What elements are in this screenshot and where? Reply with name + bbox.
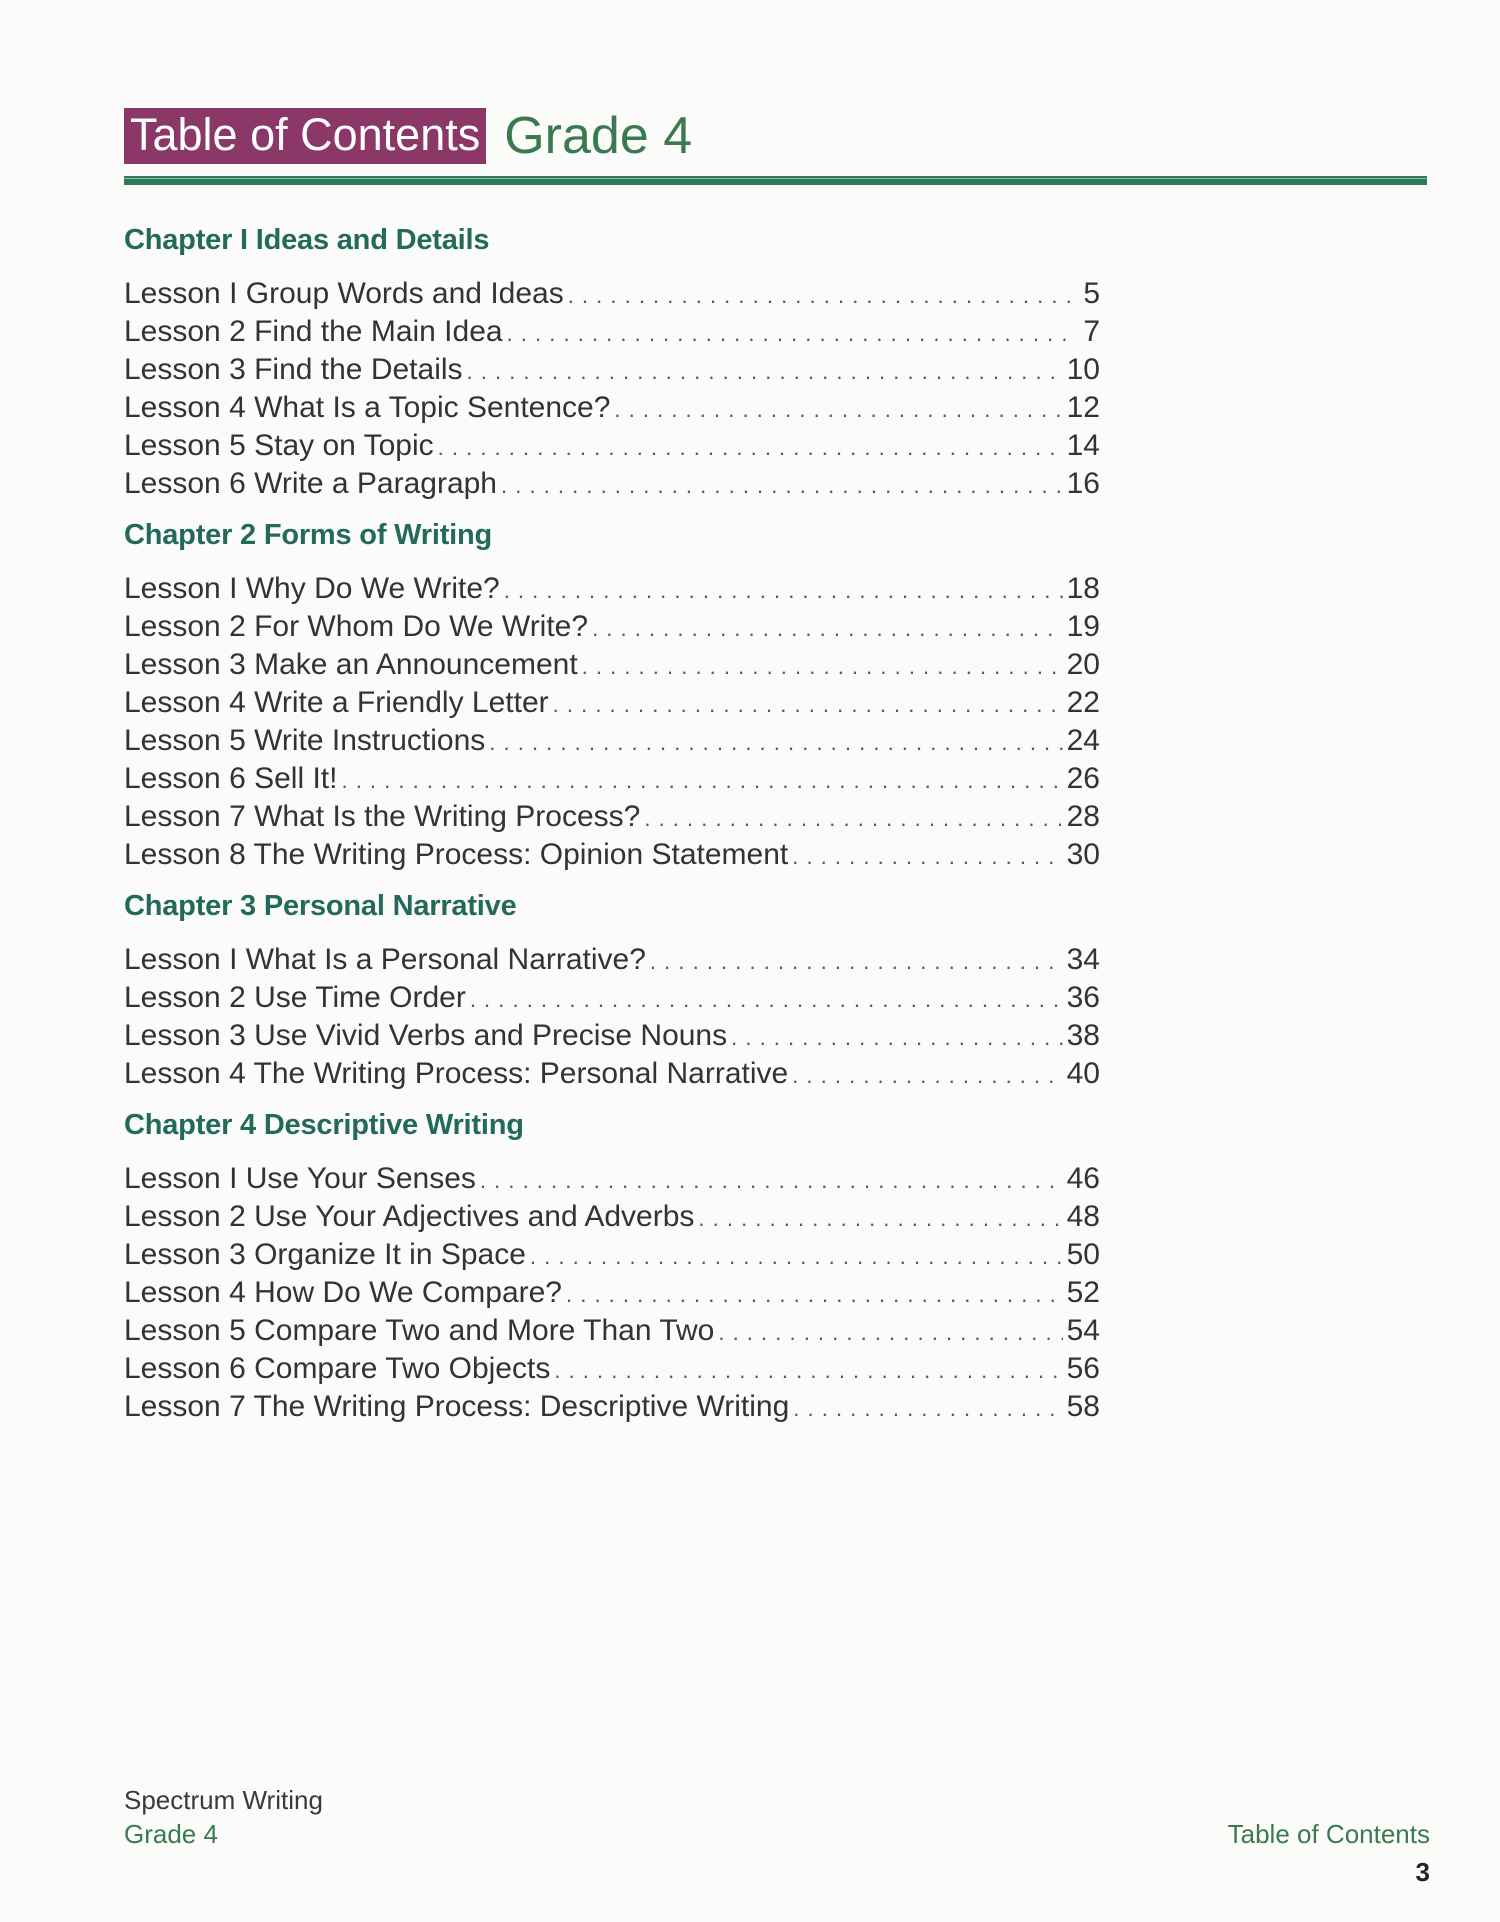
dot-leader	[644, 800, 1062, 838]
chapter-title: Chapter 3 Personal Narrative	[124, 890, 517, 922]
dot-leader	[501, 467, 1063, 505]
lesson-page-number: 5	[1083, 277, 1100, 310]
dot-leader	[792, 838, 1062, 876]
lesson-title: Lesson I Group Words and Ideas	[124, 277, 564, 310]
lesson-entry	[124, 389, 1100, 427]
footer-grade: Grade 4	[124, 1819, 218, 1849]
lesson-title: Lesson 5 Write Instructions	[124, 724, 486, 757]
lesson-entry	[124, 1055, 1100, 1093]
dot-leader	[438, 429, 1063, 467]
header-divider	[124, 176, 1427, 185]
dot-leader	[592, 610, 1063, 648]
lesson-title: Lesson I Use Your Senses	[124, 1162, 476, 1195]
lesson-page-number: 18	[1066, 572, 1100, 605]
lesson-entry	[124, 798, 1100, 836]
header	[124, 108, 692, 164]
dot-leader	[341, 762, 1062, 800]
lesson-page-number: 12	[1066, 391, 1100, 424]
dot-leader	[793, 1390, 1062, 1428]
dot-leader	[554, 1352, 1062, 1390]
lesson-page-number: 38	[1066, 1019, 1100, 1052]
lesson-page-number: 40	[1066, 1057, 1100, 1090]
lesson-entry	[124, 465, 1100, 503]
footer-left	[124, 1783, 323, 1851]
lesson-page-number: 20	[1066, 648, 1100, 681]
lesson-entry	[124, 1160, 1100, 1198]
dot-leader	[792, 1057, 1062, 1095]
lesson-entry	[124, 684, 1100, 722]
dot-leader	[566, 1276, 1063, 1314]
grade-heading: Grade 4	[504, 107, 693, 165]
lesson-title: Lesson 8 The Writing Process: Opinion Statement	[124, 838, 789, 871]
lesson-title: Lesson 5 Stay on Topic	[124, 429, 434, 462]
lesson-title: Lesson 7 The Writing Process: Descriptive Writing	[124, 1390, 790, 1423]
lesson-page-number: 28	[1066, 800, 1100, 833]
chapter-block	[124, 507, 1100, 878]
lesson-list	[124, 269, 1100, 507]
lesson-page-number: 14	[1066, 429, 1100, 462]
chapter-title: Chapter I Ideas and Details	[124, 224, 490, 256]
lesson-title: Lesson I What Is a Personal Narrative?	[124, 943, 646, 976]
lesson-title: Lesson 3 Find the Details	[124, 353, 463, 386]
lesson-entry	[124, 1388, 1100, 1426]
footer-section: Table of Contents	[1227, 1819, 1430, 1849]
lesson-title: Lesson 4 Write a Friendly Letter	[124, 686, 549, 719]
dot-leader	[467, 353, 1063, 391]
lesson-entry	[124, 1017, 1100, 1055]
lesson-title: Lesson 5 Compare Two and More Than Two	[124, 1314, 715, 1347]
lesson-title: Lesson 6 Write a Paragraph	[124, 467, 497, 500]
lesson-title: Lesson 2 Use Time Order	[124, 981, 466, 1014]
lesson-page-number: 52	[1066, 1276, 1100, 1309]
lesson-title: Lesson 4 What Is a Topic Sentence?	[124, 391, 611, 424]
lesson-title: Lesson 4 How Do We Compare?	[124, 1276, 562, 1309]
lesson-entry	[124, 1350, 1100, 1388]
dot-leader	[650, 943, 1063, 981]
lesson-page-number: 48	[1066, 1200, 1100, 1233]
lesson-list	[124, 564, 1100, 878]
lesson-entry	[124, 275, 1100, 313]
lesson-entry	[124, 1236, 1100, 1274]
dot-leader	[553, 686, 1063, 724]
dot-leader	[530, 1238, 1063, 1276]
lesson-entry	[124, 570, 1100, 608]
lesson-entry	[124, 1198, 1100, 1236]
lesson-entry	[124, 313, 1100, 351]
lesson-title: Lesson 7 What Is the Writing Process?	[124, 800, 641, 833]
lesson-page-number: 50	[1066, 1238, 1100, 1271]
lesson-entry	[124, 427, 1100, 465]
chapter-block	[124, 1097, 1100, 1430]
lesson-page-number: 22	[1066, 686, 1100, 719]
dot-leader	[480, 1162, 1063, 1200]
lesson-entry	[124, 1312, 1100, 1350]
lesson-entry	[124, 836, 1100, 874]
lesson-page-number: 30	[1066, 838, 1100, 871]
lesson-list	[124, 935, 1100, 1097]
lesson-title: Lesson 2 Use Your Adjectives and Adverbs	[124, 1200, 695, 1233]
lesson-title: Lesson 3 Use Vivid Verbs and Precise Nouns	[124, 1019, 728, 1052]
dot-leader	[698, 1200, 1062, 1238]
dot-leader	[489, 724, 1062, 762]
dot-leader	[718, 1314, 1062, 1352]
lesson-entry	[124, 646, 1100, 684]
lesson-page-number: 10	[1066, 353, 1100, 386]
lesson-page-number: 24	[1066, 724, 1100, 757]
dot-leader	[507, 315, 1076, 353]
lesson-page-number: 58	[1066, 1390, 1100, 1423]
lesson-page-number: 54	[1066, 1314, 1100, 1347]
lesson-entry	[124, 351, 1100, 389]
lesson-page-number: 19	[1066, 610, 1100, 643]
lesson-title: Lesson 2 For Whom Do We Write?	[124, 610, 589, 643]
lesson-page-number: 16	[1066, 467, 1100, 500]
footer-right	[1228, 1817, 1430, 1851]
lesson-title: Lesson I Why Do We Write?	[124, 572, 500, 605]
footer-series: Spectrum Writing	[124, 1785, 323, 1815]
chapter-block	[124, 212, 1100, 507]
dot-leader	[504, 572, 1063, 610]
lesson-entry	[124, 1274, 1100, 1312]
lesson-entry	[124, 722, 1100, 760]
lesson-page-number: 46	[1066, 1162, 1100, 1195]
lesson-page-number: 7	[1083, 315, 1100, 348]
lesson-entry	[124, 760, 1100, 798]
lesson-title: Lesson 2 Find the Main Idea	[124, 315, 503, 348]
table-of-contents	[124, 212, 1100, 1430]
lesson-title: Lesson 4 The Writing Process: Personal Narrative	[124, 1057, 789, 1090]
lesson-title: Lesson 3 Make an Announcement	[124, 648, 578, 681]
chapter-block	[124, 878, 1100, 1097]
dot-leader	[731, 1019, 1063, 1057]
lesson-page-number: 56	[1066, 1352, 1100, 1385]
lesson-entry	[124, 608, 1100, 646]
dot-leader	[568, 277, 1076, 315]
lesson-page-number: 34	[1066, 943, 1100, 976]
lesson-entry	[124, 979, 1100, 1017]
dot-leader	[614, 391, 1062, 429]
lesson-title: Lesson 6 Sell It!	[124, 762, 338, 795]
page-number: 3	[1415, 1857, 1430, 1887]
chapter-title: Chapter 4 Descriptive Writing	[124, 1109, 524, 1141]
lesson-page-number: 36	[1066, 981, 1100, 1014]
dot-leader	[582, 648, 1063, 686]
dot-leader	[470, 981, 1063, 1019]
lesson-page-number: 26	[1066, 762, 1100, 795]
lesson-title: Lesson 6 Compare Two Objects	[124, 1352, 551, 1385]
lesson-list	[124, 1154, 1100, 1430]
lesson-entry	[124, 941, 1100, 979]
toc-heading: Table of Contents	[124, 108, 486, 164]
lesson-title: Lesson 3 Organize It in Space	[124, 1238, 526, 1271]
chapter-title: Chapter 2 Forms of Writing	[124, 519, 493, 551]
